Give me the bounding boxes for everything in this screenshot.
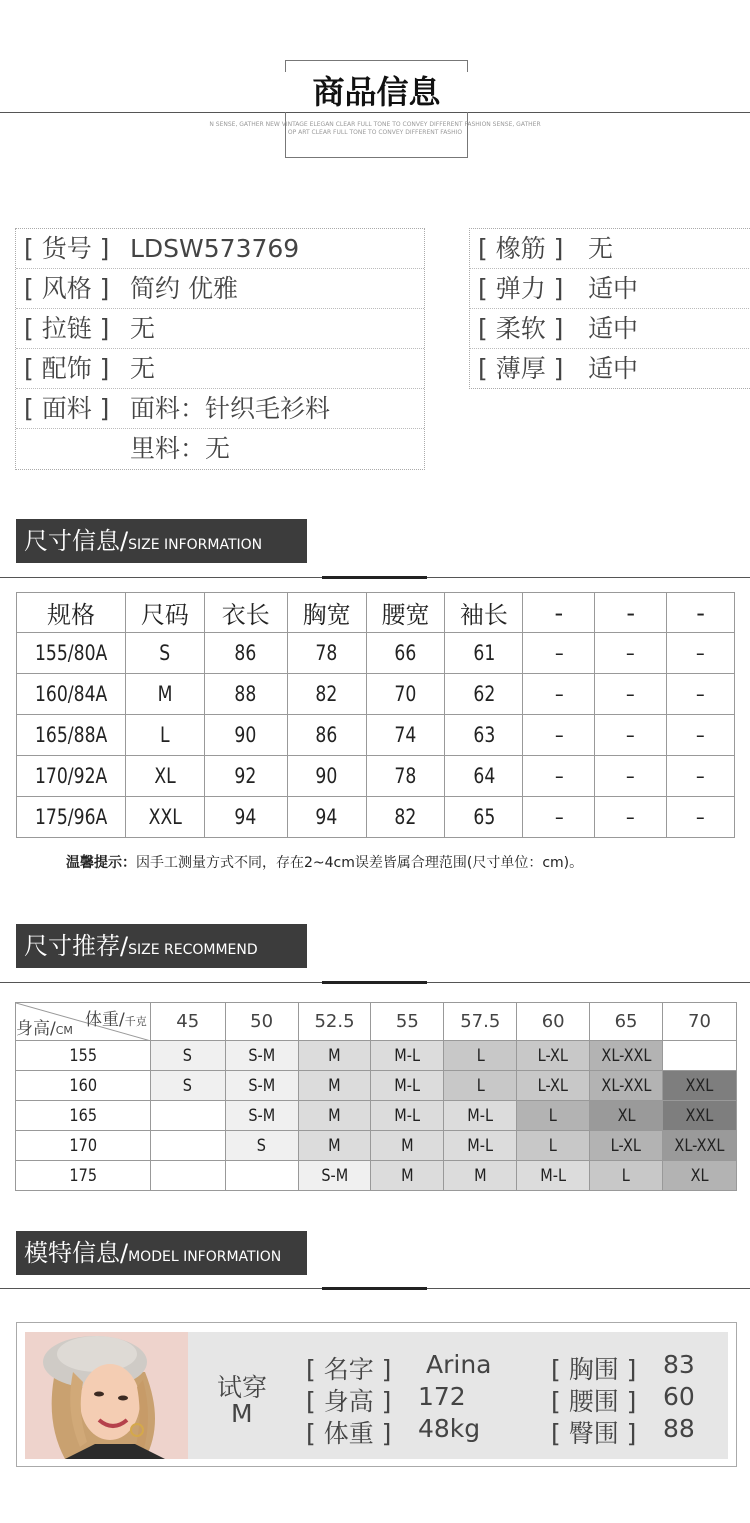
model-photo [25, 1332, 188, 1459]
table-cell: 90 [204, 715, 287, 756]
info-label: [ 配饰 ] [24, 354, 110, 383]
try-on-size: M [231, 1399, 253, 1428]
table-row [17, 797, 735, 838]
try-on-label: 试穿 [217, 1373, 268, 1402]
model-portrait-image [25, 1332, 188, 1459]
header-cell: - [595, 593, 667, 633]
page-title: 商品信息 [285, 72, 468, 112]
table-cell: 74 [366, 715, 445, 756]
header-subtitle-line2: OP ART CLEAR FULL TONE TO CONVEY DIFFERENT FASHIO [287, 129, 463, 136]
model-label: [ 体重 ] [306, 1419, 392, 1448]
recommend-cell: XXL [663, 1101, 737, 1131]
recommend-row [16, 1131, 737, 1161]
model-value: 83 [663, 1350, 695, 1379]
banner-title-cn: 模特信息/ [24, 1239, 129, 1267]
info-row-style [16, 269, 424, 309]
size-recommend-table [15, 1002, 737, 1191]
banner-title-en: SIZE RECOMMEND [128, 942, 258, 958]
table-row [17, 756, 735, 797]
table-cell: – [595, 756, 667, 797]
recommend-cell: L-XL [590, 1131, 663, 1161]
recommend-cell: M [298, 1041, 371, 1071]
weight-header: 55 [371, 1003, 444, 1041]
weight-header: 57.5 [444, 1003, 517, 1041]
recommend-cell: S [150, 1071, 225, 1101]
header-cell: 规格 [17, 593, 126, 633]
info-value: 面料：针织毛衫料 [130, 394, 331, 423]
header-cell: 衣长 [204, 593, 287, 633]
model-info-banner [16, 1231, 307, 1275]
recommend-cell: XL-XXL [663, 1131, 737, 1161]
banner-title-cn: 尺寸推荐/ [24, 932, 129, 960]
recommend-cell: L [517, 1131, 590, 1161]
table-cell: 175/96A [17, 797, 126, 838]
weight-header: 65 [590, 1003, 663, 1041]
corner-weight-label: 体重/千克 [85, 1010, 147, 1030]
header-cell: 腰宽 [366, 593, 445, 633]
recommend-cell [663, 1041, 737, 1071]
recommend-cell: M [298, 1101, 371, 1131]
recommend-cell: S-M [225, 1071, 298, 1101]
size-table [16, 592, 735, 838]
recommend-cell: M [371, 1161, 444, 1191]
recommend-cell [225, 1161, 298, 1191]
model-value: 60 [663, 1382, 695, 1411]
info-value: 无 [130, 314, 156, 343]
model-label: [ 名字 ] [306, 1355, 392, 1384]
recommend-cell: L [444, 1041, 517, 1071]
table-cell: 160/84A [17, 674, 126, 715]
model-label: [ 臀围 ] [551, 1419, 637, 1448]
recommend-cell: M [371, 1131, 444, 1161]
table-row [17, 633, 735, 674]
banner-title-cn: 尺寸信息/ [24, 527, 129, 555]
info-value: 适中 [588, 354, 639, 383]
corner-cell [16, 1003, 151, 1041]
table-cell: 82 [366, 797, 445, 838]
size-note [66, 852, 583, 872]
weight-header: 50 [225, 1003, 298, 1041]
info-label: [ 橡筋 ] [478, 234, 564, 263]
table-cell: 82 [287, 674, 366, 715]
recommend-cell: XL-XXL [590, 1071, 663, 1101]
weight-header: 52.5 [298, 1003, 371, 1041]
recommend-cell: XL-XXL [590, 1041, 663, 1071]
table-cell: XL [125, 756, 204, 797]
table-cell: S [125, 633, 204, 674]
info-value: 简约 优雅 [130, 274, 238, 303]
header-cell: 尺码 [125, 593, 204, 633]
table-cell: 78 [287, 633, 366, 674]
height-cell: 175 [16, 1161, 151, 1191]
table-cell: – [595, 674, 667, 715]
table-cell: L [125, 715, 204, 756]
section-mark [322, 1287, 427, 1290]
info-value: 适中 [588, 274, 639, 303]
header-cell: - [667, 593, 735, 633]
product-info-right [469, 228, 750, 389]
recommend-cell [150, 1161, 225, 1191]
recommend-cell: L [517, 1101, 590, 1131]
info-label: [ 柔软 ] [478, 314, 564, 343]
recommend-cell [150, 1131, 225, 1161]
recommend-cell: S-M [225, 1041, 298, 1071]
table-cell: 90 [287, 756, 366, 797]
product-info-left [15, 228, 425, 470]
table-cell: 88 [204, 674, 287, 715]
recommend-cell: M [298, 1131, 371, 1161]
recommend-cell: XL [590, 1101, 663, 1131]
corner-height-label: 身高/CM [16, 1019, 73, 1039]
size-table-header [17, 593, 735, 633]
table-cell: 170/92A [17, 756, 126, 797]
table-cell: – [595, 633, 667, 674]
recommend-cell: S-M [225, 1101, 298, 1131]
height-cell: 160 [16, 1071, 151, 1101]
recommend-cell: L-XL [517, 1041, 590, 1071]
recommend-cell: L [590, 1161, 663, 1191]
table-cell: 65 [445, 797, 523, 838]
recommend-cell: S [150, 1041, 225, 1071]
recommend-cell: M-L [517, 1161, 590, 1191]
header-cell: 胸宽 [287, 593, 366, 633]
recommend-header [16, 1003, 737, 1041]
recommend-cell: L [444, 1071, 517, 1101]
info-row-fabric [16, 389, 424, 429]
info-label: [ 面料 ] [24, 394, 110, 423]
info-value: 里料：无 [130, 434, 231, 463]
table-cell: – [667, 715, 735, 756]
info-label: [ 弹力 ] [478, 274, 564, 303]
header-cell: 袖长 [445, 593, 523, 633]
table-cell: – [667, 756, 735, 797]
recommend-cell: M-L [444, 1101, 517, 1131]
recommend-row [16, 1161, 737, 1191]
model-value: 48kg [418, 1414, 481, 1443]
model-label: [ 胸围 ] [551, 1355, 637, 1384]
table-cell: 62 [445, 674, 523, 715]
table-cell: – [523, 756, 595, 797]
table-cell: – [523, 715, 595, 756]
table-cell: 86 [204, 633, 287, 674]
banner-title-en: MODEL INFORMATION [128, 1249, 282, 1265]
info-value: 无 [588, 234, 614, 263]
recommend-cell: M-L [371, 1101, 444, 1131]
header-subtitle-line1: N SENSE, GATHER NEW VINTAGE ELEGAN CLEAR FULL TONE TO CONVEY DIFFERENT FASHION SENSE, GATHER [209, 121, 541, 128]
model-value: 172 [418, 1382, 466, 1411]
height-cell: 170 [16, 1131, 151, 1161]
table-row [17, 674, 735, 715]
info-value: LDSW573769 [130, 234, 300, 263]
recommend-cell: M [298, 1071, 371, 1101]
section-mark [322, 981, 427, 984]
recommend-cell: M [444, 1161, 517, 1191]
table-cell: – [667, 633, 735, 674]
info-row-zipper [16, 309, 424, 349]
table-cell: 70 [366, 674, 445, 715]
weight-header: 45 [150, 1003, 225, 1041]
info-label: [ 货号 ] [24, 234, 110, 263]
recommend-cell: XXL [663, 1071, 737, 1101]
model-value: Arina [426, 1350, 492, 1379]
info-row-lining [16, 429, 424, 469]
info-label: [ 风格 ] [24, 274, 110, 303]
recommend-cell: M-L [371, 1041, 444, 1071]
height-cell: 155 [16, 1041, 151, 1071]
table-cell: – [523, 633, 595, 674]
table-cell: 64 [445, 756, 523, 797]
info-row-softness [470, 309, 750, 349]
table-cell: 165/88A [17, 715, 126, 756]
table-row [17, 715, 735, 756]
info-value: 无 [130, 354, 156, 383]
size-info-banner [16, 519, 307, 563]
recommend-cell: M-L [371, 1071, 444, 1101]
note-label: 温馨提示： [66, 855, 136, 871]
recommend-cell: S [225, 1131, 298, 1161]
banner-title-en: SIZE INFORMATION [128, 537, 263, 553]
table-cell: 92 [204, 756, 287, 797]
table-cell: 155/80A [17, 633, 126, 674]
info-label: [ 拉链 ] [24, 314, 110, 343]
height-cell: 165 [16, 1101, 151, 1131]
table-cell: 66 [366, 633, 445, 674]
recommend-row [16, 1101, 737, 1131]
table-cell: – [667, 797, 735, 838]
table-cell: – [523, 797, 595, 838]
recommend-row [16, 1071, 737, 1101]
recommend-cell: XL [663, 1161, 737, 1191]
model-label: [ 身高 ] [306, 1387, 392, 1416]
recommend-cell: M-L [444, 1131, 517, 1161]
table-cell: 61 [445, 633, 523, 674]
model-label: [ 腰围 ] [551, 1387, 637, 1416]
note-text: 因手工测量方式不同，存在2~4cm误差皆属合理范围(尺寸单位：cm)。 [136, 855, 584, 871]
weight-header: 70 [663, 1003, 737, 1041]
info-row-stretch [470, 269, 750, 309]
info-value: 适中 [588, 314, 639, 343]
table-cell: XXL [125, 797, 204, 838]
table-cell: 78 [366, 756, 445, 797]
recommend-cell: L-XL [517, 1071, 590, 1101]
table-cell: – [595, 715, 667, 756]
recommend-row [16, 1041, 737, 1071]
weight-header: 60 [517, 1003, 590, 1041]
size-recommend-banner [16, 924, 307, 968]
info-row-item-no [16, 229, 424, 269]
info-row-elastic-band [470, 229, 750, 269]
table-cell: – [523, 674, 595, 715]
info-label: [ 薄厚 ] [478, 354, 564, 383]
info-row-accessory [16, 349, 424, 389]
recommend-cell: S-M [298, 1161, 371, 1191]
header-cell: - [523, 593, 595, 633]
section-mark [322, 576, 427, 579]
recommend-cell [150, 1101, 225, 1131]
table-cell: – [667, 674, 735, 715]
table-cell: M [125, 674, 204, 715]
table-cell: 63 [445, 715, 523, 756]
table-cell: 94 [204, 797, 287, 838]
model-value: 88 [663, 1414, 695, 1443]
table-cell: – [595, 797, 667, 838]
table-cell: 86 [287, 715, 366, 756]
info-row-thickness [470, 349, 750, 389]
table-cell: 94 [287, 797, 366, 838]
